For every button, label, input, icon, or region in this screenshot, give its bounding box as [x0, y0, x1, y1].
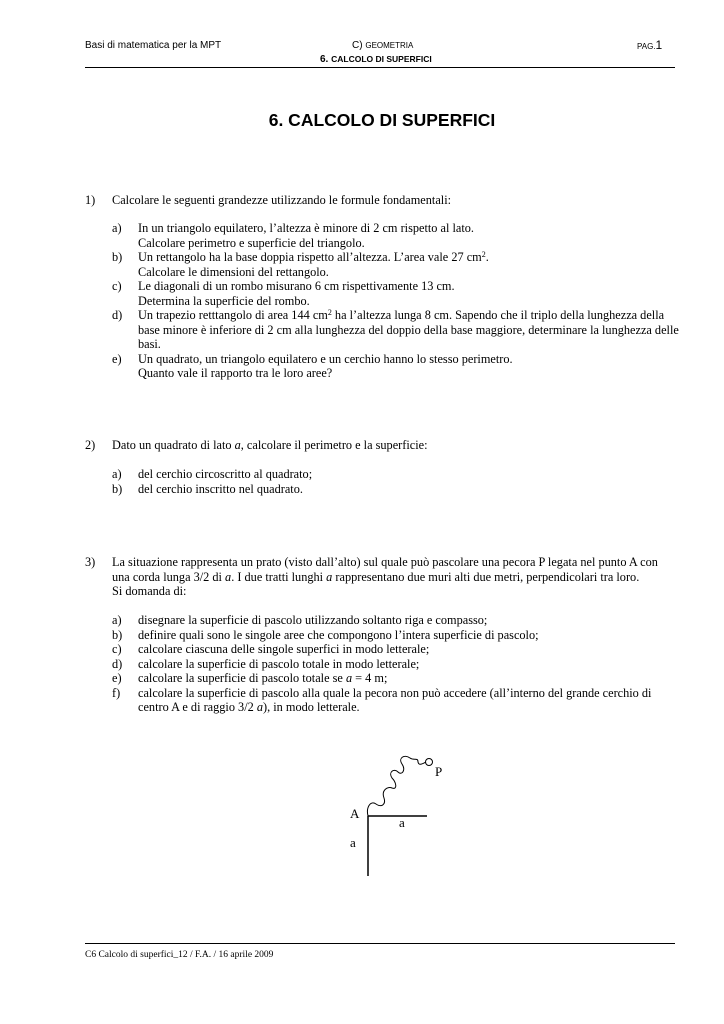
- ex2-number: 2): [85, 438, 96, 452]
- ex3-f-line1: calcolare la superficie di pascolo alla quale la pecora non può accedere (all’interno del grande cerchio di: [138, 685, 652, 700]
- ex3-e-label: e): [112, 671, 122, 685]
- label-a-horizontal: a: [399, 815, 405, 830]
- header-left: Basi di matematica per la MPT: [85, 40, 222, 51]
- ex2-a-text: del cerchio circoscritto al quadrato;: [138, 467, 313, 481]
- ex3-line2-c: rappresentano due muri alti due metri, perpendicolari tra loro.: [332, 569, 640, 584]
- ex3-f-var2: a: [256, 700, 263, 714]
- ex1-intro: Calcolare le seguenti grandezze utilizzando le formule fondamentali:: [112, 193, 452, 207]
- ex3-line3: Si domanda di:: [112, 584, 187, 598]
- ex1-b-label: b): [112, 250, 123, 264]
- footer-text: C6 Calcolo di superfici_12 / F.A. / 16 aprile 2009: [85, 950, 274, 960]
- label-p: P: [435, 764, 443, 779]
- ex1-b-after: .: [485, 250, 489, 264]
- ex1-d-label: d): [112, 308, 123, 322]
- ex3-line2-var2: a: [326, 569, 333, 584]
- page-title: 6. CALCOLO DI SUPERFICI: [268, 110, 496, 130]
- ex2-intro-a: Dato un quadrato di lato: [112, 438, 235, 452]
- ex3-number: 3): [85, 555, 96, 569]
- rope-line: [367, 756, 426, 816]
- ex3-line1: La situazione rappresenta un prato (visto dall’alto) sul quale può pascolare una pecora P legata nel punto A con: [112, 555, 658, 569]
- ex1-e-line2: Quanto vale il rapporto tra le loro aree?: [138, 366, 333, 380]
- ex3-b-text: definire quali sono le singole aree che compongono l’intera superficie di pascolo;: [138, 627, 539, 642]
- ex1-a-line1: In un triangolo equilatero, l’altezza è minore di 2 cm rispetto al lato.: [138, 221, 474, 235]
- label-a-vertical: a: [350, 835, 356, 850]
- ex3-a-label: a): [112, 613, 122, 627]
- ex1-a-line2: Calcolare perimetro e superficie del triangolo.: [138, 235, 365, 250]
- ex3-e-text-a: calcolare la superficie di pascolo totale se: [138, 671, 346, 685]
- ex3-f-text2-a: centro A e di raggio 3/2: [138, 700, 257, 714]
- ex3-b-label: b): [112, 627, 123, 642]
- ex1-d-after: ha l’altezza lunga 8 cm. Sapendo che il triplo della lunghezza della: [331, 308, 665, 322]
- ex2-intro-var: a: [234, 438, 241, 452]
- ex1-b-sup: 2: [481, 250, 486, 259]
- ex1-d-text: Un trapezio retttangolo di area 144 cm: [138, 308, 328, 322]
- ex1-c-label: c): [112, 279, 122, 293]
- ex1-c-line1: Le diagonali di un rombo misurano 6 cm rispettivamente 13 cm.: [138, 279, 455, 293]
- footer-rule: [85, 943, 675, 944]
- ex1-d-sup: 2: [327, 308, 332, 317]
- ex3-c-label: c): [112, 642, 122, 656]
- ex3-d-text: calcolare la superficie di pascolo totale in modo letterale;: [138, 656, 420, 671]
- ex3-line2-a: una corda lunga 3/2 di: [112, 569, 226, 584]
- ex2-intro-b: , calcolare il perimetro e la superficie:: [240, 438, 428, 452]
- ex3-e-var: a: [345, 671, 353, 685]
- ex1-d-line2: base minore è inferiore di 2 cm alla lunghezza del doppio della base maggiore, determinare la lunghezza delle: [138, 322, 679, 337]
- subtitle-text: CALCOLO DI SUPERFICI: [331, 54, 432, 64]
- subtitle-num: 6.: [320, 54, 329, 65]
- page-prefix: PAG.: [637, 42, 656, 51]
- ex1-c-line2: Determina la superficie del rombo.: [138, 293, 310, 308]
- ex3-f-label: f): [112, 685, 121, 700]
- ex2-b-label: b): [112, 481, 123, 496]
- ex3-d-label: d): [112, 656, 123, 671]
- header-center-text: GEOMETRIA: [365, 41, 414, 50]
- header-center-prefix: C): [352, 40, 363, 51]
- ex1-a-label: a): [112, 221, 122, 235]
- label-a-point: A: [350, 806, 360, 821]
- ex1-e-label: e): [112, 351, 122, 366]
- ex3-line2-var: a: [225, 569, 232, 584]
- sheep-point: [426, 759, 433, 766]
- ex1-b-line2: Calcolare le dimensioni del rettangolo.: [138, 264, 329, 279]
- ex1-b-text: Un rettangolo ha la base doppia rispetto all’altezza. L’area vale 27 cm: [138, 250, 482, 264]
- ex3-c-text: calcolare ciascuna delle singole superfici in modo letterale;: [138, 642, 430, 656]
- ex1-d-line3: basi.: [138, 337, 161, 351]
- ex3-f-text2-b: ), in modo letterale.: [263, 700, 360, 714]
- page-number: 1: [655, 38, 663, 52]
- ex3-a-text: disegnare la superficie di pascolo utilizzando soltanto riga e compasso;: [138, 613, 488, 627]
- ex2-b-text: del cerchio inscritto nel quadrato.: [138, 481, 303, 496]
- ex3-e-text-b: = 4 m;: [352, 671, 388, 685]
- ex1-number: 1): [85, 193, 96, 207]
- ex3-line2-b: . I due tratti lunghi: [231, 569, 327, 584]
- ex2-a-label: a): [112, 467, 122, 481]
- ex1-e-line1: Un quadrato, un triangolo equilatero e un cerchio hanno lo stesso perimetro.: [138, 351, 513, 366]
